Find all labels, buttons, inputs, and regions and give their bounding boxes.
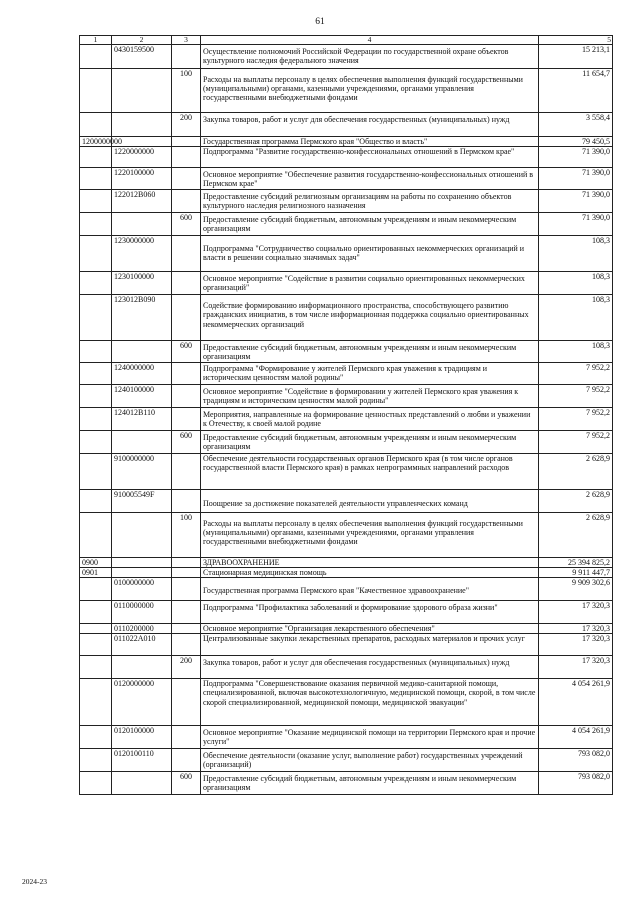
item-name-cell: Предоставление субсидий бюджетным, автономным учреждениям и иным некоммерческим организациям [201, 213, 539, 236]
amount-cell: 793 082,0 [539, 772, 613, 795]
amount-cell: 793 082,0 [539, 749, 613, 772]
amount-cell: 108,3 [539, 272, 613, 295]
item-name-cell: Предоставление субсидий бюджетным, автономным учреждениям и иным некоммерческим организациям [201, 430, 539, 453]
expense-type-cell: 600 [172, 213, 201, 236]
target-code-cell: 1220100000 [112, 168, 172, 190]
amount-cell: 108,3 [539, 236, 613, 272]
target-code-cell: 0110000000 [112, 601, 172, 624]
item-name-cell: Подпрограмма "Развитие государственно-конфессиональных отношений в Пермском крае" [201, 147, 539, 168]
item-name-cell: Обеспечение деятельности государственных органов Пермского края (в том числе органов государственной власти Пермского края) в рамках непрограммных направлений расходов [201, 453, 539, 489]
expense-type-cell [172, 567, 201, 577]
expense-type-cell [172, 45, 201, 69]
target-code-cell: 1230000000 [112, 236, 172, 272]
section-cell [80, 634, 112, 656]
section-cell [80, 272, 112, 295]
target-code-cell: 1230100000 [112, 272, 172, 295]
section-cell: 1200000000 [80, 137, 112, 147]
target-code-cell [112, 341, 172, 362]
target-code-cell: 124012B110 [112, 407, 172, 430]
item-name-cell: Закупка товаров, работ и услуг для обеспечения государственных (муниципальных) нужд [201, 113, 539, 137]
expense-type-cell: 100 [172, 69, 201, 113]
section-cell [80, 113, 112, 137]
table-row [80, 147, 613, 168]
table-row [80, 634, 613, 656]
section-cell [80, 147, 112, 168]
expense-type-cell [172, 749, 201, 772]
amount-cell: 17 320,3 [539, 601, 613, 624]
table-row [80, 489, 613, 512]
target-code-cell: 123012B090 [112, 295, 172, 341]
target-code-cell: 0110200000 [112, 624, 172, 634]
header-col-1: 1 [80, 36, 112, 45]
item-name-cell: Предоставление субсидий религиозным организациям на работы по сохранению объектов культурного наследия религиозного назначения [201, 190, 539, 213]
expense-type-cell [172, 147, 201, 168]
expense-type-cell [172, 168, 201, 190]
table-row [80, 272, 613, 295]
section-cell [80, 656, 112, 679]
target-code-cell: 0120000000 [112, 679, 172, 726]
target-code-cell: 0120100110 [112, 749, 172, 772]
amount-cell: 7 952,2 [539, 430, 613, 453]
expense-type-cell: 200 [172, 656, 201, 679]
section-cell [80, 726, 112, 749]
amount-cell: 71 390,0 [539, 147, 613, 168]
section-cell [80, 578, 112, 601]
item-name-cell: Содействие формированию информационного пространства, способствующего развитию гражданских инициатив, в том числе информационная поддержка социально ориентированных некоммерческих организаций [201, 295, 539, 341]
item-name-cell: Подпрограмма "Профилактика заболеваний и формирование здорового образа жизни" [201, 601, 539, 624]
item-name-cell: Основное мероприятие "Организация лекарственного обеспечения" [201, 624, 539, 634]
target-code-cell [112, 567, 172, 577]
section-cell [80, 362, 112, 384]
table-row [80, 384, 613, 407]
table-row [80, 512, 613, 557]
section-cell [80, 45, 112, 69]
amount-cell: 71 390,0 [539, 190, 613, 213]
table-row [80, 45, 613, 69]
expense-type-cell [172, 634, 201, 656]
section-cell [80, 213, 112, 236]
amount-cell: 3 558,4 [539, 113, 613, 137]
amount-cell: 9 911 447,7 [539, 567, 613, 577]
section-cell [80, 489, 112, 512]
amount-cell: 17 320,3 [539, 656, 613, 679]
target-code-cell [112, 656, 172, 679]
item-name-cell: Предоставление субсидий бюджетным, автономным учреждениям и иным некоммерческим организациям [201, 772, 539, 795]
table-header-row [80, 36, 613, 45]
expense-type-cell: 100 [172, 512, 201, 557]
item-name-cell: ЗДРАВООХРАНЕНИЕ [201, 557, 539, 567]
expense-type-cell [172, 362, 201, 384]
expense-type-cell [172, 557, 201, 567]
item-name-cell: Закупка товаров, работ и услуг для обеспечения государственных (муниципальных) нужд [201, 656, 539, 679]
header-col-4: 4 [201, 36, 539, 45]
table-row [80, 557, 613, 567]
expense-type-cell [172, 489, 201, 512]
amount-cell: 2 628,9 [539, 512, 613, 557]
target-code-cell: 011022A010 [112, 634, 172, 656]
item-name-cell: Подпрограмма "Совершенствование оказания первичной медико-санитарной помощи, специализированной, включая высокотехнологичную, медицинской помощи, скорой, в том числе скорой специализированной, медицинской помощи, медицинской эвакуации" [201, 679, 539, 726]
item-name-cell: Расходы на выплаты персоналу в целях обеспечения выполнения функций государственными (муниципальными) органами, казенными учреждениями, органами управления государственными внебюджетными фондами [201, 512, 539, 557]
item-name-cell: Централизованные закупки лекарственных препаратов, расходных материалов и прочих услуг [201, 634, 539, 656]
expense-type-cell [172, 236, 201, 272]
amount-cell: 4 054 261,9 [539, 726, 613, 749]
amount-cell: 17 320,3 [539, 634, 613, 656]
target-code-cell [112, 113, 172, 137]
table-row [80, 624, 613, 634]
amount-cell: 7 952,2 [539, 407, 613, 430]
table-row [80, 749, 613, 772]
amount-cell: 15 213,1 [539, 45, 613, 69]
section-cell [80, 295, 112, 341]
table-row [80, 69, 613, 113]
section-cell [80, 168, 112, 190]
amount-cell: 108,3 [539, 295, 613, 341]
table-row [80, 341, 613, 362]
table-row [80, 113, 613, 137]
section-cell [80, 601, 112, 624]
target-code-cell: 1240000000 [112, 362, 172, 384]
table-row [80, 772, 613, 795]
expense-type-cell [172, 137, 201, 147]
header-col-2: 2 [112, 36, 172, 45]
expense-type-cell: 600 [172, 430, 201, 453]
amount-cell: 4 054 261,9 [539, 679, 613, 726]
amount-cell: 108,3 [539, 341, 613, 362]
table-row [80, 430, 613, 453]
footer-code: 2024-23 [22, 877, 47, 886]
table-row [80, 601, 613, 624]
section-cell [80, 407, 112, 430]
section-cell [80, 384, 112, 407]
target-code-cell: 1240100000 [112, 384, 172, 407]
section-cell [80, 236, 112, 272]
expense-type-cell [172, 384, 201, 407]
expense-type-cell [172, 578, 201, 601]
amount-cell: 25 394 825,2 [539, 557, 613, 567]
item-name-cell: Основное мероприятие "Оказание медицинской помощи на территории Пермского края и прочие услуги" [201, 726, 539, 749]
item-name-cell: Основное мероприятие "Обеспечение развития государственно-конфессиональных отношений в Пермском крае" [201, 168, 539, 190]
table-row [80, 453, 613, 489]
table-row [80, 213, 613, 236]
item-name-cell: Поощрение за достижение показателей деятельности управленческих команд [201, 489, 539, 512]
table-row [80, 236, 613, 272]
target-code-cell: 0100000000 [112, 578, 172, 601]
section-cell [80, 772, 112, 795]
table-row [80, 578, 613, 601]
expense-type-cell [172, 190, 201, 213]
amount-cell: 17 320,3 [539, 624, 613, 634]
table-row [80, 362, 613, 384]
item-name-cell: Осуществление полномочий Российской Федерации по государственной охране объектов культурного наследия федерального значения [201, 45, 539, 69]
header-col-5: 5 [539, 36, 613, 45]
section-cell: 0900 [80, 557, 112, 567]
target-code-cell: 9100000000 [112, 453, 172, 489]
amount-cell: 11 654,7 [539, 69, 613, 113]
expense-type-cell [172, 407, 201, 430]
expense-type-cell [172, 453, 201, 489]
item-name-cell: Государственная программа Пермского края "Качественное здравоохранение" [201, 578, 539, 601]
amount-cell: 79 450,5 [539, 137, 613, 147]
target-code-cell: 122012B060 [112, 190, 172, 213]
expense-type-cell [172, 624, 201, 634]
expense-type-cell: 600 [172, 772, 201, 795]
table-row [80, 567, 613, 577]
item-name-cell: Обеспечение деятельности (оказание услуг, выполнение работ) государственных учреждений (организаций) [201, 749, 539, 772]
page-number: 61 [315, 17, 325, 27]
table-row [80, 656, 613, 679]
table-row [80, 726, 613, 749]
item-name-cell: Расходы на выплаты персоналу в целях обеспечения выполнения функций государственными (муниципальными) органами, казенными учреждениями, органами управления государственными внебюджетными фондами [201, 69, 539, 113]
target-code-cell [112, 512, 172, 557]
item-name-cell: Государственная программа Пермского края "Общество и власть" [201, 137, 539, 147]
table-row [80, 295, 613, 341]
expense-type-cell [172, 295, 201, 341]
expense-type-cell [172, 679, 201, 726]
section-cell [80, 453, 112, 489]
expense-type-cell: 600 [172, 341, 201, 362]
section-cell [80, 624, 112, 634]
table-row [80, 137, 613, 147]
section-cell [80, 749, 112, 772]
expense-type-cell [172, 601, 201, 624]
target-code-cell: 1220000000 [112, 147, 172, 168]
table-row [80, 407, 613, 430]
item-name-cell: Стационарная медицинская помощь [201, 567, 539, 577]
table-row [80, 168, 613, 190]
target-code-cell: 0430159500 [112, 45, 172, 69]
target-code-cell [112, 557, 172, 567]
item-name-cell: Основное мероприятие "Содействие в развитии социально ориентированных некоммерческих организаций" [201, 272, 539, 295]
amount-cell: 7 952,2 [539, 384, 613, 407]
budget-table [79, 35, 613, 795]
table-row [80, 679, 613, 726]
target-code-cell [112, 69, 172, 113]
section-cell [80, 190, 112, 213]
target-code-cell [112, 772, 172, 795]
expense-type-cell [172, 272, 201, 295]
target-code-cell [112, 430, 172, 453]
header-col-3: 3 [172, 36, 201, 45]
expense-type-cell [172, 726, 201, 749]
target-code-cell: 0120100000 [112, 726, 172, 749]
section-cell: 0901 [80, 567, 112, 577]
amount-cell: 71 390,0 [539, 168, 613, 190]
table-row [80, 190, 613, 213]
section-cell [80, 512, 112, 557]
amount-cell: 2 628,9 [539, 489, 613, 512]
item-name-cell: Подпрограмма "Формирование у жителей Пермского края уважения к традициям и историческим ценностям малой родины" [201, 362, 539, 384]
item-name-cell: Мероприятия, направленные на формирование ценностных представлений о любви и уважении к Отечеству, к своей малой родине [201, 407, 539, 430]
section-cell [80, 679, 112, 726]
section-cell [80, 430, 112, 453]
expense-type-cell: 200 [172, 113, 201, 137]
amount-cell: 71 390,0 [539, 213, 613, 236]
section-cell [80, 69, 112, 113]
amount-cell: 9 909 302,6 [539, 578, 613, 601]
item-name-cell: Предоставление субсидий бюджетным, автономным учреждениям и иным некоммерческим организациям [201, 341, 539, 362]
amount-cell: 7 952,2 [539, 362, 613, 384]
target-code-cell: 910005549F [112, 489, 172, 512]
item-name-cell: Основное мероприятие "Содействие в формировании у жителей Пермского края уважения к традициям и историческим ценностям малой родины" [201, 384, 539, 407]
item-name-cell: Подпрограмма "Сотрудничество социально ориентированных некоммерческих организаций и власти в решении социально значимых задач" [201, 236, 539, 272]
section-cell [80, 341, 112, 362]
target-code-cell [112, 213, 172, 236]
amount-cell: 2 628,9 [539, 453, 613, 489]
